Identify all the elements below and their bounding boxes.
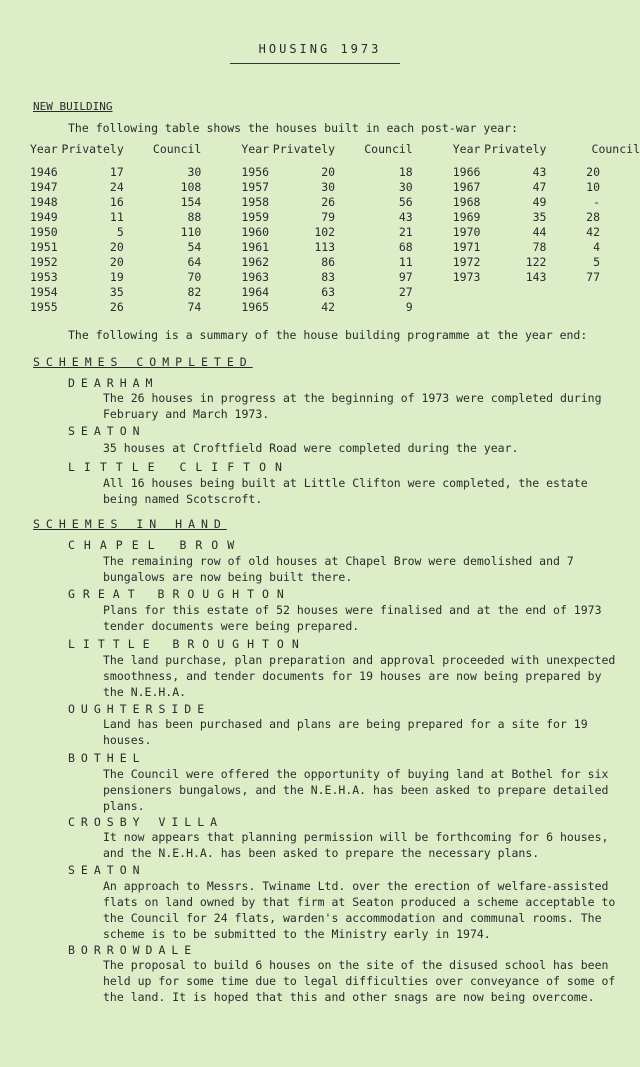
table-cell: 20 — [321, 165, 336, 179]
table-cell: 1955 — [30, 300, 58, 314]
table-cell: 42 — [321, 300, 336, 314]
table-cell: 30 — [398, 180, 413, 194]
table-row — [30, 195, 640, 210]
table-cell: 1947 — [30, 180, 58, 194]
new-building-intro: The following table shows the houses built in each post-war year: — [68, 121, 519, 135]
table-row — [30, 285, 640, 300]
schemes-in-hand-heading: SCHEMES IN HAND — [33, 517, 227, 531]
column-header: Council — [364, 142, 413, 156]
table-cell: 1959 — [241, 210, 270, 224]
table-cell: 74 — [187, 300, 202, 314]
table-cell: 1952 — [30, 255, 58, 269]
table-cell — [484, 285, 568, 300]
table-cell: 1961 — [241, 240, 270, 254]
table-cell: 1962 — [241, 255, 270, 269]
table-cell: 1972 — [452, 255, 481, 269]
scheme-name: DEARHAM — [68, 376, 159, 390]
table-cell: 44 — [532, 225, 547, 239]
table-cell: 1946 — [30, 165, 58, 179]
table-cell: 1971 — [452, 240, 481, 254]
table-row — [30, 210, 640, 225]
table-cell: 64 — [187, 255, 202, 269]
table-cell: 1948 — [30, 195, 58, 209]
table-cell: 1963 — [241, 270, 270, 284]
table-cell — [453, 300, 484, 315]
table-cell: 30 — [321, 180, 336, 194]
table-cell: 1958 — [241, 195, 270, 209]
summary-intro: The following is a summary of the house building programme at the year end: — [68, 328, 588, 342]
table-row — [30, 180, 640, 195]
table-cell: 9 — [405, 300, 413, 314]
table-cell: 97 — [398, 270, 413, 284]
scheme-text: 35 houses at Croftfield Road were completed during the year. — [103, 441, 519, 455]
table-cell: 102 — [314, 225, 336, 239]
table-cell: 24 — [109, 180, 124, 194]
table-cell: 63 — [321, 285, 336, 299]
scheme-text: The proposal to build 6 houses on the site of the disused school has been held up for some time due to legal difficulties over conveyance of some of the land. It is hoped that this and other snags are now being overcome. — [103, 958, 616, 1004]
table-cell: 88 — [187, 210, 202, 224]
table-cell: 54 — [187, 240, 202, 254]
table-cell: 5 — [116, 225, 124, 239]
column-header: Year — [241, 142, 270, 156]
table-cell: 27 — [398, 285, 413, 299]
table-cell: 122 — [525, 255, 547, 269]
table-cell: 10 — [586, 180, 600, 194]
scheme-text: Land has been purchased and plans are being prepared for a site for 19 houses. — [103, 717, 588, 747]
scheme-text: All 16 houses being built at Little Clifton were completed, the estate being named Scotscroft. — [103, 476, 588, 506]
table-cell: 20 — [109, 240, 124, 254]
table-row — [30, 255, 640, 270]
table-row — [30, 165, 640, 180]
table-cell: 28 — [586, 210, 600, 224]
scheme-name: CROSBY VILLA — [68, 815, 224, 829]
table-cell: 17 — [109, 165, 124, 179]
scheme-name: SEATON — [68, 424, 146, 438]
table-cell: 1956 — [241, 165, 270, 179]
table-header-row — [30, 142, 640, 157]
scheme-name: CHAPEL BROW — [68, 538, 244, 552]
column-header: Privately — [61, 142, 124, 156]
scheme-name: BORROWDALE — [68, 943, 198, 957]
table-cell: 1973 — [452, 270, 481, 284]
table-cell: 1960 — [241, 225, 270, 239]
title-underline — [230, 63, 400, 64]
table-cell: 1957 — [241, 180, 270, 194]
table-cell: 1964 — [241, 285, 270, 299]
table-cell: 30 — [187, 165, 202, 179]
table-row — [30, 240, 640, 255]
column-header: Council — [152, 142, 202, 156]
schemes-completed-heading: SCHEMES COMPLETED — [33, 355, 253, 369]
table-cell: 1967 — [452, 180, 481, 194]
table-row — [30, 270, 640, 285]
table-cell: 77 — [586, 270, 600, 284]
table-cell: 110 — [180, 225, 202, 239]
scheme-text: The Council were offered the opportunity of buying land at Bothel for six pensioners bungalows, and the N.E.H.A. has been asked to prepare detailed plans. — [103, 767, 609, 813]
column-header: Year — [452, 142, 481, 156]
table-cell: 4 — [593, 240, 600, 254]
table-cell: 68 — [398, 240, 413, 254]
table-cell: 16 — [109, 195, 124, 209]
scheme-name: LITTLE BROUGHTON — [68, 637, 307, 651]
scheme-text: The land purchase, plan preparation and approval proceeded with unexpected smoothness, and tender documents for 19 houses are now being prepared by the N.E.H.A. — [103, 653, 616, 699]
table-cell — [568, 300, 640, 315]
table-cell: 49 — [532, 195, 547, 209]
table-cell: 78 — [532, 240, 547, 254]
scheme-text: Plans for this estate of 52 houses were finalised and at the end of 1973 tender documents were being prepared. — [103, 603, 602, 633]
table-cell: 1954 — [30, 285, 58, 299]
table-cell: 1949 — [30, 210, 58, 224]
table-cell: 43 — [532, 165, 547, 179]
column-header: Privately — [484, 142, 547, 156]
table-cell: 79 — [321, 210, 336, 224]
table-cell: 1966 — [452, 165, 481, 179]
table-cell — [484, 300, 568, 315]
table-cell: 1953 — [30, 270, 58, 284]
table-cell: 56 — [398, 195, 413, 209]
scheme-name: LITTLE CLIFTON — [68, 460, 291, 474]
table-cell: 42 — [586, 225, 600, 239]
table-cell: 70 — [187, 270, 202, 284]
table-cell: 5 — [593, 255, 600, 269]
table-cell: 18 — [398, 165, 413, 179]
column-header: Year — [30, 142, 58, 156]
table-cell: 35 — [532, 210, 547, 224]
table-cell: 35 — [109, 285, 124, 299]
page-title: HOUSING 1973 — [258, 42, 382, 56]
table-cell: 43 — [398, 210, 413, 224]
table-cell: 20 — [586, 165, 600, 179]
scheme-name: SEATON — [68, 863, 146, 877]
table-cell: 83 — [321, 270, 336, 284]
scheme-name: OUGHTERSIDE — [68, 702, 211, 716]
houses-built-table — [30, 142, 640, 315]
scheme-text: The 26 houses in progress at the beginning of 1973 were completed during February and March 1973. — [103, 391, 602, 421]
column-header: Council — [591, 142, 640, 156]
table-cell: 20 — [109, 255, 124, 269]
table-cell: 11 — [398, 255, 413, 269]
table-cell: 143 — [525, 270, 547, 284]
table-cell: 19 — [109, 270, 124, 284]
table-cell: 113 — [314, 240, 336, 254]
table-cell: - — [593, 195, 600, 209]
table-cell: 1950 — [30, 225, 58, 239]
column-header: Privately — [272, 142, 336, 156]
table-cell: 1951 — [30, 240, 58, 254]
table-cell: 82 — [187, 285, 202, 299]
table-cell: 47 — [532, 180, 547, 194]
table-cell: 154 — [180, 195, 202, 209]
scheme-text: The remaining row of old houses at Chapel Brow were demolished and 7 bungalows are now being built there. — [103, 554, 574, 584]
scheme-name: BOTHEL — [68, 751, 146, 765]
table-cell: 1968 — [452, 195, 481, 209]
table-cell — [453, 285, 484, 300]
table-cell: 1965 — [241, 300, 270, 314]
scheme-text: An approach to Messrs. Twiname Ltd. over the erection of welfare-assisted flats on land owned by that firm at Seaton produced a scheme acceptable to the Council for 24 flats, warden's accommodation and communal rooms. The scheme is to be submitted to the Ministry early in 1974. — [103, 879, 616, 941]
table-cell: 86 — [321, 255, 336, 269]
scheme-name: GREAT BROUGHTON — [68, 587, 292, 601]
table-cell: 26 — [321, 195, 336, 209]
table-row — [30, 225, 640, 240]
scheme-text: It now appears that planning permission will be forthcoming for 6 houses, and the N.E.H.A. has been asked to prepare the necessary plans. — [103, 830, 609, 860]
table-cell: 108 — [180, 180, 202, 194]
table-cell: 1970 — [452, 225, 481, 239]
table-cell: 1969 — [452, 210, 481, 224]
table-cell: 21 — [398, 225, 413, 239]
table-row — [30, 300, 640, 315]
table-cell — [568, 285, 640, 300]
table-cell: 11 — [109, 210, 124, 224]
table-cell: 26 — [109, 300, 124, 314]
new-building-heading: NEW BUILDING — [33, 100, 113, 113]
